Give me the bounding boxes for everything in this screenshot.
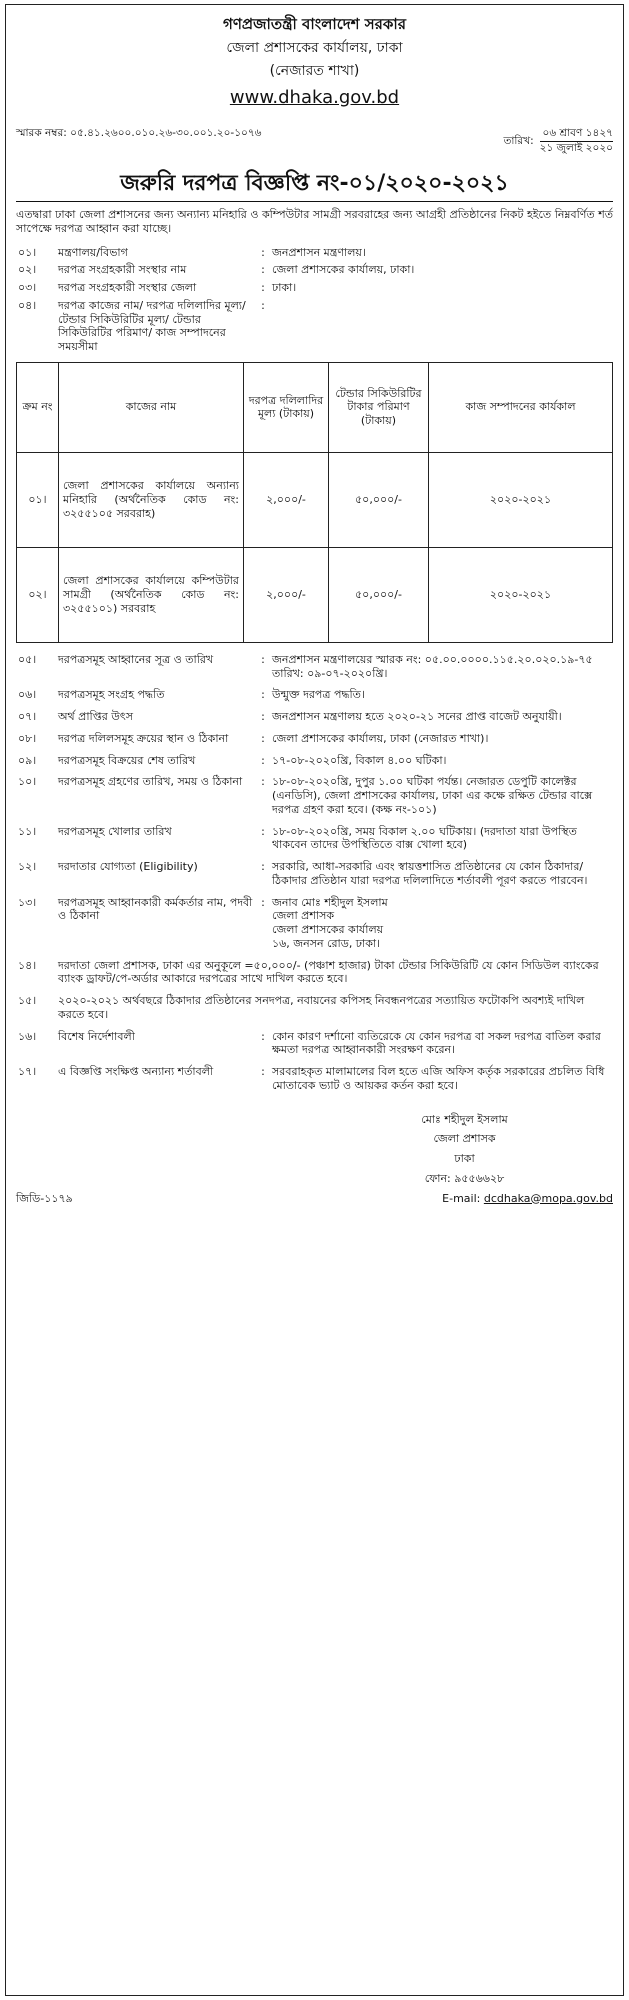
colon: :: [261, 824, 265, 838]
header-work-period: কাজ সম্পাদনের কার্যকাল: [429, 362, 613, 452]
item-number: ০৯।: [18, 753, 37, 767]
item-label: এ বিজ্ঞপ্তি সংক্ষিপ্ত অন্যান্য শর্তাবলী: [58, 1065, 214, 1078]
item-value: জেলা প্রশাসকের কার্যালয়, ঢাকা।: [272, 263, 415, 277]
notice-title: জরুরি দরপত্র বিজ্ঞপ্তি নং-০১/২০২০-২০২১: [16, 170, 613, 203]
item-value: জনপ্রশাসন মন্ত্রণালয় হতে ২০২০-২১ সনের প্রাপ্ত বাজেট অনুযায়ী।: [272, 710, 562, 723]
item-text: ২০২০-২০২১ অর্থবছরে ঠিকাদার প্রতিষ্ঠানের সনদপত্র, নবায়নের কপিসহ নিবন্ধনপত্রের সত্যায়িত ফটোকপি অবশ্যই দাখিল করতে হবে।: [58, 994, 585, 1021]
office-name: জেলা প্রশাসকের কার্যালয়, ঢাকা: [226, 39, 403, 56]
item-number: ১৭।: [18, 1065, 37, 1078]
signatory-name: মোঃ শহীদুল ইসলাম: [421, 1112, 508, 1126]
signatory-designation: জেলা প্রশাসক: [433, 1132, 496, 1146]
colon: :: [261, 652, 265, 666]
signatory-phone: ফোন: ৯৫৫৬৬২৮: [424, 1171, 505, 1185]
item-number: ১১।: [18, 824, 37, 838]
item-label: দরপত্রসমূহ খোলার তারিখ: [58, 824, 172, 838]
item-number: ১২।: [18, 860, 37, 873]
intro-paragraph: এতদ্বারা ঢাকা জেলা প্রশাসনের জন্য অন্যান্য মনিহারি ও কম্পিউটার সামগ্রী সরবরাহের জন্য আগ্রহী প্রতিষ্ঠানের নিকট হইতে নিম্নবর্ণিত শর্ত সাপেক্ষে দরপত্র আহ্বান করা যাচ্ছে।: [16, 208, 613, 235]
item-label: দরপত্রসমূহ গ্রহণের তারিখ, সময় ও ঠিকানা: [58, 775, 243, 789]
header-serial: ক্রম নং: [17, 362, 59, 452]
row-security-amount: ৫০,০০০/-: [329, 452, 429, 547]
item-label: দরপত্রসমূহ সংগ্রহ পদ্ধতি: [58, 688, 165, 702]
item-number: ০৪।: [18, 298, 37, 312]
table-row: [17, 452, 613, 547]
item-value: উন্মুক্ত দরপত্র পদ্ধতি।: [272, 688, 365, 702]
date-label: তারিখ:: [503, 134, 534, 147]
date-english: ২১ জুলাই ২০২০: [539, 142, 613, 155]
list-item: [16, 649, 613, 685]
item-number: ০২।: [18, 263, 37, 277]
list-item: [16, 684, 613, 706]
table-header-row: [17, 362, 613, 452]
signatory-place: ঢাকা: [454, 1152, 475, 1165]
item-label: মন্ত্রণালয়/বিভাগ: [58, 245, 128, 259]
signature-block: [316, 1113, 613, 1186]
row-work-name: জেলা প্রশাসকের কার্যালয়ে অন্যান্য মনিহারি (অর্থনৈতিক কোড নং: ৩২৫৫১০৫ সরবরাহ): [59, 452, 244, 547]
item-number: ০৫।: [18, 652, 37, 666]
colon: :: [261, 281, 265, 294]
email-block: [442, 1192, 613, 1206]
list-item: [16, 1061, 613, 1097]
list-item: [16, 261, 613, 279]
tender-notice-page: [5, 4, 624, 1996]
item-label: দরপত্রসমূহ বিক্রয়ের শেষ তারিখ: [58, 753, 196, 767]
list-item: [16, 856, 613, 892]
item-value: কোন কারণ দর্শানো ব্যতিরেকে যে কোন দরপত্র বা সকল দরপত্র বাতিল করার ক্ষমতা দরপত্র আহ্বানকারী সংরক্ষণ করেন।: [272, 1029, 601, 1057]
footer: [16, 1192, 613, 1206]
item-label: দরপত্র সংগ্রহকারী সংস্থার নাম: [58, 263, 187, 277]
item-value: জনপ্রশাসন মন্ত্রণালয়ের স্মারক নং: ০৫.০০.০০০০.১১৫.২০.০২০.১৯-৭৫ তারিখ: ০৯-০৭-২০২০খ্রি।: [272, 652, 593, 680]
colon: :: [261, 263, 265, 277]
item-label: দরদাতার যোগ্যতা (Eligibility): [58, 860, 198, 873]
list-item: [16, 297, 613, 356]
colon: :: [261, 895, 265, 909]
item-number: ০৮।: [18, 731, 37, 745]
row-security-amount: ৫০,০০০/-: [329, 547, 429, 642]
list-item: [16, 990, 613, 1026]
website-link[interactable]: www.dhaka.gov.bd: [229, 86, 400, 108]
row-serial: ০১।: [17, 452, 59, 547]
list-item: [16, 955, 613, 991]
header-security-amount: টেন্ডার সিকিউরিটির টাকার পরিমাণ (টাকায়): [329, 362, 429, 452]
item-value: সরকারি, আধা-সরকারি এবং স্বায়ত্তশাসিত প্রতিষ্ঠানের যে কোন ঠিকাদার/ঠিকাদার প্রতিষ্ঠান যারা দরপত্র দলিলাদিতে শর্তাবলী পূরণ করতে পারবেন।: [272, 860, 588, 887]
memo-date: [504, 127, 614, 155]
item-text: দরদাতা জেলা প্রশাসক, ঢাকা এর অনুকূলে =৫০,০০০/- (পঞ্চাশ হাজার) টাকা টেন্ডার সিকিউরিটি যে কোন সিডিউল ব্যাংকের ব্যাংক ড্রাফট/পে-অর্ডার আকারে দরপত্রের সাথে দাখিল করতে হবে।: [58, 958, 599, 986]
item-value: জেলা প্রশাসকের কার্যালয়, ঢাকা (নেজারত শাখা)।: [272, 731, 489, 745]
item-value: ঢাকা।: [272, 281, 297, 294]
list-item: [16, 771, 613, 820]
email-label: E-mail:: [442, 1191, 481, 1205]
item-number: ১৬।: [18, 1029, 37, 1043]
list-item: [16, 1026, 613, 1062]
row-document-price: ২,০০০/-: [244, 452, 329, 547]
item-number: ১৫।: [18, 994, 37, 1007]
row-serial: ০২।: [17, 547, 59, 642]
item-label: দরপত্রসমূহ আহ্বানের সূত্র ও তারিখ: [58, 652, 214, 666]
item-label: দরপত্র দলিলসমূহ ক্রয়ের স্থান ও ঠিকানা: [58, 731, 229, 745]
list-item: [16, 892, 613, 955]
top-items-list: [16, 244, 613, 356]
email-link[interactable]: dcdhaka@mopa.gov.bd: [483, 1191, 613, 1205]
item-label: অর্থ প্রাপ্তির উৎস: [58, 710, 133, 723]
colon: :: [261, 860, 265, 873]
row-work-period: ২০২০-২০২১: [429, 547, 613, 642]
colon: :: [261, 775, 265, 789]
colon: :: [261, 753, 265, 767]
item-number: ০১।: [18, 245, 37, 259]
list-item: [16, 728, 613, 750]
table-row: [17, 547, 613, 642]
header: [16, 15, 613, 109]
item-value: ১৭-০৮-২০২০খ্রি, বিকাল ৪.০০ ঘটিকা।: [272, 753, 447, 767]
memo-number: স্মারক নম্বর: ০৫.৪১.২৬০০.০১০.২৬-৩০.০০১.২০-১০৭৬: [16, 127, 262, 140]
list-item: [16, 821, 613, 857]
item-label: দরপত্র কাজের নাম/ দরপত্র দলিলাদির মূল্য/ টেন্ডার সিকিউরিটির মূল্য/ টেন্ডার সিকিউরিটির পরিমাণ/ কাজ সম্পাদনের সময়সীমা: [58, 298, 246, 353]
item-value: ১৮-০৮-২০২০খ্রি, দুপুর ১.০০ ঘটিকা পর্যন্ত। নেজারত ডেপুটি কালেক্টর (এনডিসি), জেলা প্রশাসকের কার্যালয়, ঢাকা এর কক্ষে রক্ষিত টেন্ডার বাক্সে দরপত্র গ্রহণ করা হবে। (কক্ষ নং-১০১): [272, 775, 593, 816]
colon: :: [261, 688, 265, 702]
item-number: ০৭।: [18, 710, 37, 723]
item-label: বিশেষ নির্দেশাবলী: [58, 1029, 135, 1043]
colon: :: [261, 710, 265, 723]
item-number: ১০।: [18, 775, 37, 789]
item-value: সরবরাহকৃত মালামালের বিল হতে এজি অফিস কর্তৃক সরকারের প্রচলিত বিধি মোতাবেক ভ্যাট ও আয়কর কর্তন করা হবে।: [272, 1065, 605, 1092]
row-work-name: জেলা প্রশাসকের কার্যালয়ে কম্পিউটার সামগ্রী (অর্থনৈতিক কোড নং: ৩২৫৫১০১) সরবরাহ: [59, 547, 244, 642]
item-number: ০৩।: [18, 281, 37, 294]
colon: :: [261, 298, 265, 312]
header-work-name: কাজের নাম: [59, 362, 244, 452]
row-document-price: ২,০০০/-: [244, 547, 329, 642]
branch-name: (নেজারত শাখা): [269, 63, 360, 80]
list-item: [16, 244, 613, 262]
list-item: [16, 279, 613, 297]
memo-row: [16, 127, 613, 155]
item-number: ১৪।: [18, 958, 37, 972]
item-label: দরপত্র সংগ্রহকারী সংস্থার জেলা: [58, 281, 197, 294]
row-work-period: ২০২০-২০২১: [429, 452, 613, 547]
gd-code: জিডি-১১৭৯: [16, 1191, 73, 1205]
lower-items-list: [16, 649, 613, 1097]
colon: :: [261, 1065, 265, 1078]
colon: :: [261, 1029, 265, 1043]
item-value: ১৮-০৮-২০২০খ্রি, সময় বিকাল ২.০০ ঘটিকায়। (দরদাতা যারা উপস্থিত থাকবেন তাদের উপস্থিতিতে বাক্স খোলা হবে): [272, 824, 577, 852]
item-value: [270, 297, 613, 356]
item-label: দরপত্রসমূহ আহ্বানকারী কর্মকর্তার নাম, পদবী ও ঠিকানা: [58, 895, 253, 923]
tender-table: [16, 362, 613, 643]
item-value: জনাব মোঃ শহীদুল ইসলাম জেলা প্রশাসক জেলা প্রশাসকের কার্যালয় ১৬, জনসন রোড, ঢাকা।: [272, 895, 388, 950]
item-number: ০৬।: [18, 688, 37, 702]
list-item: [16, 706, 613, 728]
item-number: ১৩।: [18, 895, 37, 909]
date-bangla: ০৬ শ্রাবণ ১৪২৭: [540, 127, 613, 142]
colon: :: [261, 245, 265, 259]
list-item: [16, 750, 613, 772]
government-name: গণপ্রজাতন্ত্রী বাংলাদেশ সরকার: [223, 15, 406, 33]
header-document-price: দরপত্র দলিলাদির মূল্য (টাকায়): [244, 362, 329, 452]
item-value: জনপ্রশাসন মন্ত্রণালয়।: [272, 245, 366, 259]
colon: :: [261, 731, 265, 745]
